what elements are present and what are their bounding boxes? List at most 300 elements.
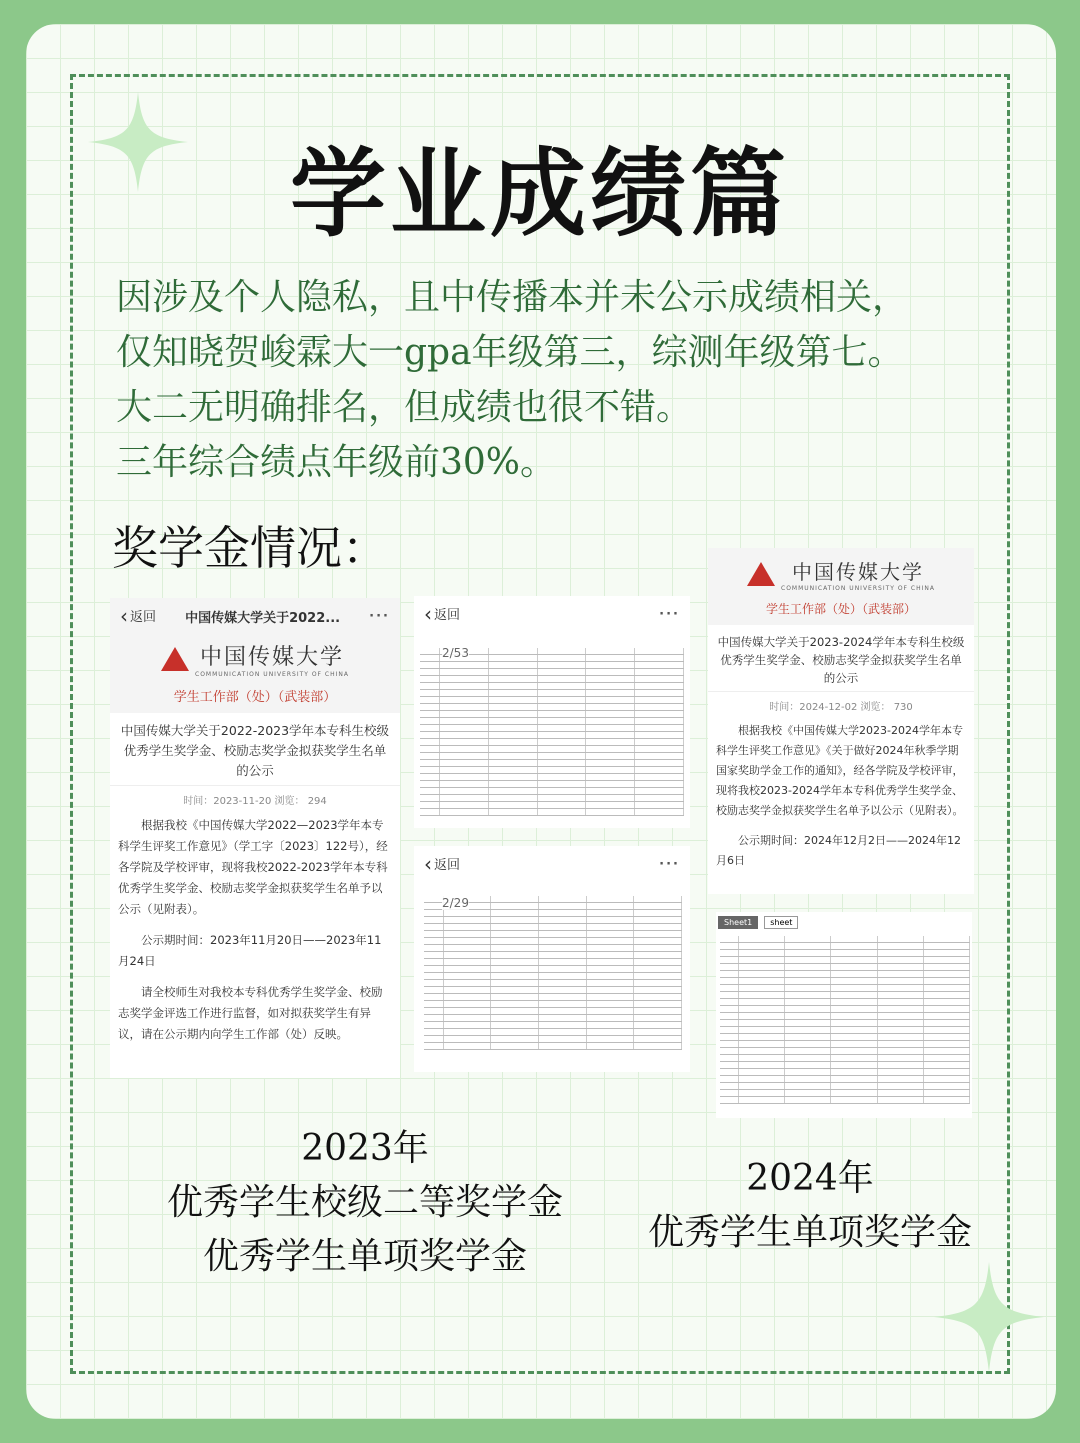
table-cell [491, 945, 539, 951]
table-cell [444, 1029, 492, 1035]
table-cell [720, 957, 739, 963]
table-cell [635, 739, 684, 745]
table-cell [420, 774, 440, 780]
table-cell [635, 788, 684, 794]
table-cell [538, 683, 587, 689]
table-cell [878, 985, 924, 991]
table-cell [739, 1027, 785, 1033]
table-cell [739, 1055, 785, 1061]
table-row [720, 1083, 970, 1090]
table-cell [831, 985, 877, 991]
table-cell [878, 936, 924, 942]
table-row [424, 959, 682, 966]
table-cell [635, 711, 684, 717]
table-cell [420, 802, 440, 808]
table-cell [420, 809, 440, 815]
table-cell [831, 1048, 877, 1054]
table-cell [739, 936, 785, 942]
table-cell [420, 711, 440, 717]
table-cell [634, 924, 682, 930]
table-cell [720, 1055, 739, 1061]
nav-title: 中国传媒大学关于2022... [185, 610, 341, 626]
table-cell [635, 662, 684, 668]
table-cell [587, 931, 635, 937]
table-cell [539, 1022, 587, 1028]
table-cell [420, 746, 440, 752]
table-row [424, 1029, 682, 1036]
table-cell [924, 978, 970, 984]
table-cell [538, 788, 587, 794]
table-cell [924, 1083, 970, 1089]
table-cell [586, 746, 635, 752]
table-cell [924, 936, 970, 942]
spreadsheet-screenshot [716, 912, 972, 1118]
table-cell [491, 1001, 539, 1007]
scholarship-heading: 奖学金情况： [112, 521, 388, 575]
table-cell [424, 903, 444, 909]
table-cell [785, 1097, 831, 1103]
table-cell [831, 999, 877, 1005]
table-cell [420, 760, 440, 766]
table-cell [587, 917, 635, 923]
table-cell [538, 809, 587, 815]
list-table [420, 648, 684, 816]
table-cell [831, 978, 877, 984]
table-cell [587, 994, 635, 1000]
table-cell [440, 732, 489, 738]
table-cell [491, 973, 539, 979]
table-cell [539, 1036, 587, 1042]
table-cell [739, 1062, 785, 1068]
table-cell [720, 1034, 739, 1040]
table-cell [440, 711, 489, 717]
table-cell [424, 945, 444, 951]
table-cell [878, 992, 924, 998]
table-cell [586, 704, 635, 710]
table-cell [424, 959, 444, 965]
table-cell [785, 971, 831, 977]
table-cell [491, 959, 539, 965]
table-cell [489, 795, 538, 801]
university-banner [110, 634, 400, 713]
table-cell [586, 655, 635, 661]
notice-2023-screenshot [110, 598, 400, 1078]
table-cell [424, 1043, 444, 1049]
table-cell [785, 1069, 831, 1075]
table-cell [538, 732, 587, 738]
table-cell [586, 760, 635, 766]
table-cell [440, 704, 489, 710]
table-cell [586, 781, 635, 787]
table-row [424, 1015, 682, 1022]
table-cell [831, 964, 877, 970]
table-row [720, 1076, 970, 1083]
table-cell [878, 1020, 924, 1026]
table-row [720, 1020, 970, 1027]
table-cell [634, 938, 682, 944]
table-cell [420, 662, 440, 668]
table-cell [440, 669, 489, 675]
table-cell [635, 648, 684, 654]
table-cell [491, 903, 539, 909]
table-cell [785, 957, 831, 963]
table-cell [634, 1015, 682, 1021]
table-cell [587, 959, 635, 965]
table-cell [924, 999, 970, 1005]
table-cell [489, 732, 538, 738]
table-cell [440, 697, 489, 703]
table-cell [634, 1008, 682, 1014]
table-cell [739, 999, 785, 1005]
table-cell [587, 1022, 635, 1028]
table-cell [424, 1036, 444, 1042]
table-row [720, 1097, 970, 1104]
table-cell [424, 980, 444, 986]
table-cell [440, 781, 489, 787]
table-cell [924, 1055, 970, 1061]
table-cell [420, 676, 440, 682]
table-cell [538, 648, 587, 654]
table-row [720, 1048, 970, 1055]
table-cell [444, 1022, 492, 1028]
table-cell [538, 669, 587, 675]
table-cell [720, 1020, 739, 1026]
table-cell [489, 760, 538, 766]
table-cell [538, 767, 587, 773]
table-cell [720, 999, 739, 1005]
table-cell [634, 980, 682, 986]
table-cell [489, 676, 538, 682]
table-cell [538, 676, 587, 682]
table-cell [785, 943, 831, 949]
table-cell [491, 1029, 539, 1035]
table-cell [785, 992, 831, 998]
table-cell [539, 959, 587, 965]
table-cell [924, 992, 970, 998]
table-cell [424, 987, 444, 993]
table-cell [420, 655, 440, 661]
table-cell [831, 1062, 877, 1068]
table-cell [634, 1036, 682, 1042]
table-cell [878, 1083, 924, 1089]
table-row [720, 1041, 970, 1048]
table-cell [785, 1062, 831, 1068]
more-icon[interactable]: ··· [659, 856, 680, 872]
table-cell [785, 978, 831, 984]
table-row [720, 985, 970, 992]
table-cell [489, 704, 538, 710]
table-cell [489, 809, 538, 815]
table-row [720, 971, 970, 978]
table-cell [924, 1006, 970, 1012]
table-row [420, 676, 684, 683]
table-cell [720, 1090, 739, 1096]
table-cell [586, 739, 635, 745]
table-cell [538, 711, 587, 717]
table-cell [420, 669, 440, 675]
table-cell [924, 1048, 970, 1054]
table-cell [420, 690, 440, 696]
table-cell [489, 739, 538, 745]
table-cell [539, 973, 587, 979]
table-row [420, 683, 684, 690]
table-row [720, 992, 970, 999]
table-cell [878, 1097, 924, 1103]
table-cell [424, 924, 444, 930]
table-cell [586, 669, 635, 675]
table-cell [635, 732, 684, 738]
table-cell [878, 1013, 924, 1019]
table-cell [424, 973, 444, 979]
table-cell [489, 648, 538, 654]
table-cell [831, 950, 877, 956]
table-cell [491, 1015, 539, 1021]
table-cell [491, 917, 539, 923]
table-cell [440, 795, 489, 801]
table-cell [739, 964, 785, 970]
table-cell [538, 753, 587, 759]
intro-line: 因涉及个人隐私，且中传播本并未公示成绩相关， [116, 277, 909, 318]
table-cell [924, 985, 970, 991]
table-cell [538, 655, 587, 661]
table-cell [878, 1090, 924, 1096]
table-cell [539, 924, 587, 930]
table-cell [586, 774, 635, 780]
notice-paragraph: 请全校师生对我校本专科优秀学生奖学金、校励志奖学金评选工作进行监督，如对拟获奖学生有异议，请在公示期内向学生工作部（处）反映。 [118, 985, 383, 1041]
table-cell [539, 945, 587, 951]
table-cell [785, 999, 831, 1005]
table-cell [440, 774, 489, 780]
table-cell [489, 774, 538, 780]
table-cell [720, 1006, 739, 1012]
table-cell [444, 952, 492, 958]
back-button[interactable]: ‹ 返回 [120, 604, 156, 628]
table-cell [924, 1027, 970, 1033]
table-cell [739, 1097, 785, 1103]
table-cell [587, 980, 635, 986]
table-cell [635, 795, 684, 801]
table-cell [739, 1083, 785, 1089]
table-cell [538, 739, 587, 745]
table-cell [420, 795, 440, 801]
sheet-tab[interactable]: Sheet1 [718, 916, 758, 929]
table-cell [538, 690, 587, 696]
table-cell [720, 950, 739, 956]
table-row [424, 1001, 682, 1008]
table-cell [878, 1041, 924, 1047]
table-cell [440, 690, 489, 696]
table-row [420, 781, 684, 788]
table-cell [831, 943, 877, 949]
table-cell [539, 938, 587, 944]
table-cell [878, 950, 924, 956]
table-cell [739, 1090, 785, 1096]
table-cell [924, 943, 970, 949]
table-cell [785, 1083, 831, 1089]
table-cell [634, 931, 682, 937]
table-cell [720, 992, 739, 998]
table-cell [739, 943, 785, 949]
notice-paragraph: 公示期时间：2023年11月20日——2023年11月24日 [118, 933, 382, 968]
table-cell [538, 704, 587, 710]
table-cell [489, 753, 538, 759]
table-cell [444, 938, 492, 944]
page-indicator: 2/29 [442, 896, 469, 910]
table-cell [785, 1027, 831, 1033]
back-button[interactable]: ‹ 返回 [424, 602, 460, 626]
table-row [720, 1062, 970, 1069]
list-table-screenshot [414, 596, 690, 828]
table-cell [785, 936, 831, 942]
table-cell [587, 1029, 635, 1035]
table-cell [489, 802, 538, 808]
table-cell [444, 1001, 492, 1007]
logo-text: 中国传媒大学 [791, 560, 924, 584]
table-cell [539, 1015, 587, 1021]
table-cell [720, 1083, 739, 1089]
table-cell [586, 711, 635, 717]
table-cell [635, 781, 684, 787]
table-cell [444, 945, 492, 951]
table-cell [635, 774, 684, 780]
table-cell [491, 938, 539, 944]
table-cell [785, 1048, 831, 1054]
table-cell [539, 1043, 587, 1049]
caption-line: 优秀学生校级二等奖学金 [166, 1182, 563, 1223]
table-cell [878, 1027, 924, 1033]
table-cell [720, 943, 739, 949]
table-row [420, 704, 684, 711]
table-cell [587, 973, 635, 979]
table-cell [739, 1013, 785, 1019]
table-cell [538, 774, 587, 780]
table-cell [489, 690, 538, 696]
intro-line: 三年综合绩点年级前30%。 [116, 442, 557, 483]
table-cell [785, 1034, 831, 1040]
table-cell [634, 945, 682, 951]
table-row [420, 809, 684, 816]
table-cell [739, 1041, 785, 1047]
logo-subtext: COMMUNICATION UNIVERSITY OF CHINA [781, 585, 935, 592]
table-cell [785, 985, 831, 991]
sheet-tab[interactable]: sheet [764, 916, 798, 929]
table-cell [586, 788, 635, 794]
notice-paragraph: 公示期时间：2024年12月2日——2024年12月6日 [716, 834, 961, 867]
table-cell [424, 896, 444, 902]
table-cell [420, 725, 440, 731]
table-cell [424, 938, 444, 944]
table-cell [420, 753, 440, 759]
table-cell [785, 964, 831, 970]
more-icon[interactable]: ··· [369, 608, 390, 624]
table-cell [634, 917, 682, 923]
table-row [424, 910, 682, 917]
table-cell [587, 1001, 635, 1007]
table-cell [720, 1027, 739, 1033]
table-cell [538, 760, 587, 766]
table-cell [420, 648, 440, 654]
table-cell [924, 1062, 970, 1068]
intro-text [116, 270, 1016, 490]
table-row [420, 746, 684, 753]
table-cell [491, 896, 539, 902]
list-table [424, 896, 682, 1050]
table-cell [720, 1062, 739, 1068]
table-row [424, 938, 682, 945]
table-cell [489, 683, 538, 689]
table-cell [785, 1055, 831, 1061]
table-cell [440, 683, 489, 689]
page-title: 学业成绩篇 [290, 137, 790, 250]
table-cell [739, 1069, 785, 1075]
table-cell [420, 788, 440, 794]
table-cell [635, 767, 684, 773]
table-cell [785, 1013, 831, 1019]
table-cell [634, 966, 682, 972]
notice-meta: 时间：2024-12-02 浏览： 730 [708, 691, 974, 719]
table-cell [831, 971, 877, 977]
table-cell [586, 690, 635, 696]
table-cell [635, 704, 684, 710]
table-cell [489, 711, 538, 717]
table-row [720, 978, 970, 985]
table-cell [444, 1008, 492, 1014]
table-cell [785, 1006, 831, 1012]
table-row [720, 1006, 970, 1013]
table-row [420, 774, 684, 781]
sparkle-icon [934, 1262, 1044, 1372]
table-row [720, 1034, 970, 1041]
table-cell [491, 1043, 539, 1049]
table-cell [739, 971, 785, 977]
table-cell [586, 718, 635, 724]
table-cell [420, 732, 440, 738]
table-cell [720, 1041, 739, 1047]
table-row [420, 760, 684, 767]
table-cell [420, 704, 440, 710]
table-cell [424, 1022, 444, 1028]
logo-subtext: COMMUNICATION UNIVERSITY OF CHINA [195, 671, 349, 678]
table-cell [586, 809, 635, 815]
notice-title: 中国传媒大学关于2023-2024学年本专科生校级优秀学生奖学金、校励志奖学金拟获奖学生名单的公示 [717, 635, 965, 685]
table-cell [634, 987, 682, 993]
table-cell [491, 1036, 539, 1042]
department-name: 学生工作部（处）（武装部） [173, 690, 337, 705]
table-row [420, 697, 684, 704]
table-cell [785, 1090, 831, 1096]
caption-line: 2023年 [301, 1128, 429, 1169]
back-button[interactable]: ‹ 返回 [424, 852, 460, 876]
table-cell [539, 966, 587, 972]
table-cell [489, 725, 538, 731]
table-cell [739, 950, 785, 956]
table-cell [634, 973, 682, 979]
sheet-tabs [716, 912, 972, 933]
table-row [424, 1008, 682, 1015]
table-cell [491, 924, 539, 930]
caption-line: 2024年 [746, 1158, 874, 1199]
table-row [720, 1090, 970, 1097]
table-cell [586, 802, 635, 808]
table-row [420, 669, 684, 676]
table-cell [586, 767, 635, 773]
table-cell [489, 662, 538, 668]
table-cell [878, 1062, 924, 1068]
more-icon[interactable]: ··· [659, 606, 680, 622]
table-cell [539, 1001, 587, 1007]
table-cell [539, 896, 587, 902]
table-row [720, 950, 970, 957]
